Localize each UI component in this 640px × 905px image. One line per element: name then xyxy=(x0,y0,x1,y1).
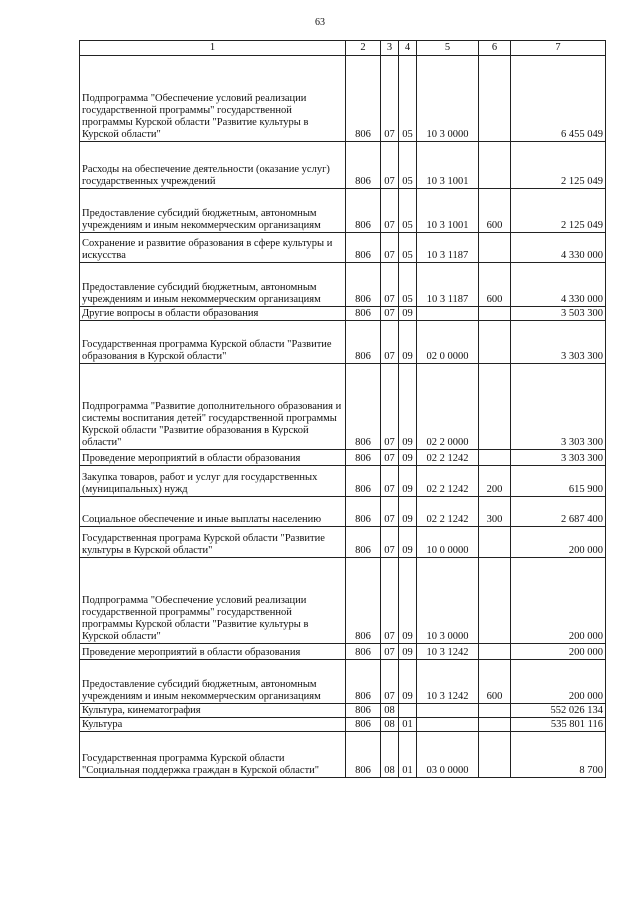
column-header: 4 xyxy=(399,41,417,56)
expense-name: Проведение мероприятий в области образования xyxy=(80,450,346,466)
column-header: 3 xyxy=(381,41,399,56)
target-article-code: 10 3 1001 xyxy=(417,189,479,233)
grbs-code: 806 xyxy=(346,660,381,704)
amount: 200 000 xyxy=(511,558,606,644)
subsection-code: 09 xyxy=(399,497,417,527)
grbs-code: 806 xyxy=(346,321,381,364)
table-row xyxy=(80,233,606,263)
section-code: 07 xyxy=(381,56,399,142)
section-code: 07 xyxy=(381,233,399,263)
expense-name: Сохранение и развитие образования в сфере культуры и искусства xyxy=(80,233,346,263)
amount: 200 000 xyxy=(511,527,606,558)
grbs-code: 806 xyxy=(346,497,381,527)
table-row xyxy=(80,321,606,364)
subsection-code: 05 xyxy=(399,142,417,189)
grbs-code: 806 xyxy=(346,307,381,321)
table-row xyxy=(80,142,606,189)
grbs-code: 806 xyxy=(346,364,381,450)
table-row xyxy=(80,660,606,704)
table-row xyxy=(80,263,606,307)
grbs-code: 806 xyxy=(346,718,381,732)
expense-type-code xyxy=(479,450,511,466)
section-code: 07 xyxy=(381,644,399,660)
grbs-code: 806 xyxy=(346,704,381,718)
expense-type-code: 600 xyxy=(479,263,511,307)
subsection-code: 09 xyxy=(399,527,417,558)
expense-type-code xyxy=(479,142,511,189)
expense-type-code: 200 xyxy=(479,466,511,497)
target-article-code: 03 0 0000 xyxy=(417,732,479,778)
amount: 615 900 xyxy=(511,466,606,497)
target-article-code: 10 3 0000 xyxy=(417,558,479,644)
table-row xyxy=(80,527,606,558)
expense-type-code xyxy=(479,718,511,732)
column-header: 5 xyxy=(417,41,479,56)
expense-type-code: 600 xyxy=(479,189,511,233)
amount: 3 303 300 xyxy=(511,450,606,466)
subsection-code: 05 xyxy=(399,263,417,307)
subsection-code xyxy=(399,704,417,718)
amount: 2 125 049 xyxy=(511,189,606,233)
subsection-code: 09 xyxy=(399,644,417,660)
table-row xyxy=(80,718,606,732)
expense-name: Подпрограмма "Обеспечение условий реализации государственной программы" государственной программы Курской области "Развитие культуры в Курской области" xyxy=(80,56,346,142)
column-header: 7 xyxy=(511,41,606,56)
subsection-code: 09 xyxy=(399,321,417,364)
target-article-code xyxy=(417,704,479,718)
target-article-code: 02 2 1242 xyxy=(417,450,479,466)
amount: 6 455 049 xyxy=(511,56,606,142)
subsection-code: 05 xyxy=(399,233,417,263)
subsection-code: 09 xyxy=(399,660,417,704)
section-code: 07 xyxy=(381,189,399,233)
amount: 2 125 049 xyxy=(511,142,606,189)
subsection-code: 09 xyxy=(399,558,417,644)
table-row xyxy=(80,466,606,497)
grbs-code: 806 xyxy=(346,263,381,307)
target-article-code: 10 3 1187 xyxy=(417,263,479,307)
expense-name: Расходы на обеспечение деятельности (оказание услуг) государственных учреждений xyxy=(80,142,346,189)
expense-type-code xyxy=(479,732,511,778)
expense-name: Государственная программа Курской области "Социальная поддержка граждан в Курской области" xyxy=(80,732,346,778)
expense-type-code xyxy=(479,527,511,558)
expense-name: Предоставление субсидий бюджетным, автономным учреждениям и иным некоммерческим организациям xyxy=(80,189,346,233)
target-article-code: 02 2 0000 xyxy=(417,364,479,450)
grbs-code: 806 xyxy=(346,732,381,778)
grbs-code: 806 xyxy=(346,189,381,233)
table-row xyxy=(80,189,606,233)
section-code: 07 xyxy=(381,263,399,307)
expense-name: Подпрограмма "Развитие дополнительного образования и системы воспитания детей" государственной программы Курской области "Развитие образования в Курской области" xyxy=(80,364,346,450)
amount: 3 503 300 xyxy=(511,307,606,321)
subsection-code: 05 xyxy=(399,189,417,233)
subsection-code: 09 xyxy=(399,364,417,450)
page-number: 63 xyxy=(315,17,325,28)
table-header-row xyxy=(80,41,606,56)
grbs-code: 806 xyxy=(346,142,381,189)
subsection-code: 01 xyxy=(399,732,417,778)
grbs-code: 806 xyxy=(346,644,381,660)
amount: 2 687 400 xyxy=(511,497,606,527)
expense-type-code xyxy=(479,56,511,142)
section-code: 07 xyxy=(381,497,399,527)
subsection-code: 09 xyxy=(399,466,417,497)
subsection-code: 01 xyxy=(399,718,417,732)
section-code: 08 xyxy=(381,704,399,718)
amount: 200 000 xyxy=(511,660,606,704)
target-article-code xyxy=(417,307,479,321)
subsection-code: 05 xyxy=(399,56,417,142)
expense-name: Предоставление субсидий бюджетным, автономным учреждениям и иным некоммерческим организациям xyxy=(80,660,346,704)
expense-name: Культура, кинематография xyxy=(80,704,346,718)
grbs-code: 806 xyxy=(346,56,381,142)
amount: 3 303 300 xyxy=(511,321,606,364)
table-row xyxy=(80,704,606,718)
grbs-code: 806 xyxy=(346,233,381,263)
table-row xyxy=(80,450,606,466)
amount: 552 026 134 xyxy=(511,704,606,718)
section-code: 07 xyxy=(381,321,399,364)
section-code: 07 xyxy=(381,364,399,450)
target-article-code: 10 3 1001 xyxy=(417,142,479,189)
section-code: 07 xyxy=(381,142,399,189)
amount: 535 801 116 xyxy=(511,718,606,732)
amount: 4 330 000 xyxy=(511,233,606,263)
expense-type-code: 600 xyxy=(479,660,511,704)
expense-name: Предоставление субсидий бюджетным, автономным учреждениям и иным некоммерческим организациям xyxy=(80,263,346,307)
section-code: 08 xyxy=(381,732,399,778)
target-article-code: 10 3 0000 xyxy=(417,56,479,142)
table-row xyxy=(80,307,606,321)
expense-type-code xyxy=(479,233,511,263)
table-row xyxy=(80,364,606,450)
expense-name: Проведение мероприятий в области образования xyxy=(80,644,346,660)
target-article-code: 02 2 1242 xyxy=(417,497,479,527)
expense-name: Другие вопросы в области образования xyxy=(80,307,346,321)
subsection-code: 09 xyxy=(399,450,417,466)
expense-name: Подпрограмма "Обеспечение условий реализации государственной программы" государственной программы Курской области "Развитие культуры в Курской области" xyxy=(80,558,346,644)
budget-table xyxy=(79,40,606,778)
section-code: 07 xyxy=(381,527,399,558)
expense-name: Государственная программа Курской области "Развитие образования в Курской области" xyxy=(80,321,346,364)
expense-type-code xyxy=(479,558,511,644)
section-code: 07 xyxy=(381,466,399,497)
expense-type-code xyxy=(479,704,511,718)
target-article-code: 10 3 1187 xyxy=(417,233,479,263)
subsection-code: 09 xyxy=(399,307,417,321)
target-article-code: 02 2 1242 xyxy=(417,466,479,497)
expense-name: Закупка товаров, работ и услуг для государственных (муниципальных) нужд xyxy=(80,466,346,497)
target-article-code xyxy=(417,718,479,732)
column-header: 1 xyxy=(80,41,346,56)
table-row xyxy=(80,497,606,527)
target-article-code: 02 0 0000 xyxy=(417,321,479,364)
expense-name: Государственная програма Курской области "Развитие культуры в Курской области" xyxy=(80,527,346,558)
amount: 4 330 000 xyxy=(511,263,606,307)
expense-type-code xyxy=(479,364,511,450)
expense-name: Социальное обеспечение и иные выплаты населению xyxy=(80,497,346,527)
expense-type-code xyxy=(479,321,511,364)
expense-type-code xyxy=(479,644,511,660)
table-row xyxy=(80,644,606,660)
column-header: 6 xyxy=(479,41,511,56)
amount: 3 303 300 xyxy=(511,364,606,450)
expense-name: Культура xyxy=(80,718,346,732)
section-code: 08 xyxy=(381,718,399,732)
amount: 200 000 xyxy=(511,644,606,660)
section-code: 07 xyxy=(381,660,399,704)
section-code: 07 xyxy=(381,558,399,644)
grbs-code: 806 xyxy=(346,450,381,466)
table-row xyxy=(80,558,606,644)
target-article-code: 10 3 1242 xyxy=(417,660,479,704)
target-article-code: 10 3 1242 xyxy=(417,644,479,660)
section-code: 07 xyxy=(381,450,399,466)
grbs-code: 806 xyxy=(346,466,381,497)
column-header: 2 xyxy=(346,41,381,56)
table-row xyxy=(80,732,606,778)
grbs-code: 806 xyxy=(346,527,381,558)
table-row xyxy=(80,56,606,142)
expense-type-code: 300 xyxy=(479,497,511,527)
expense-type-code xyxy=(479,307,511,321)
target-article-code: 10 0 0000 xyxy=(417,527,479,558)
grbs-code: 806 xyxy=(346,558,381,644)
section-code: 07 xyxy=(381,307,399,321)
amount: 8 700 xyxy=(511,732,606,778)
